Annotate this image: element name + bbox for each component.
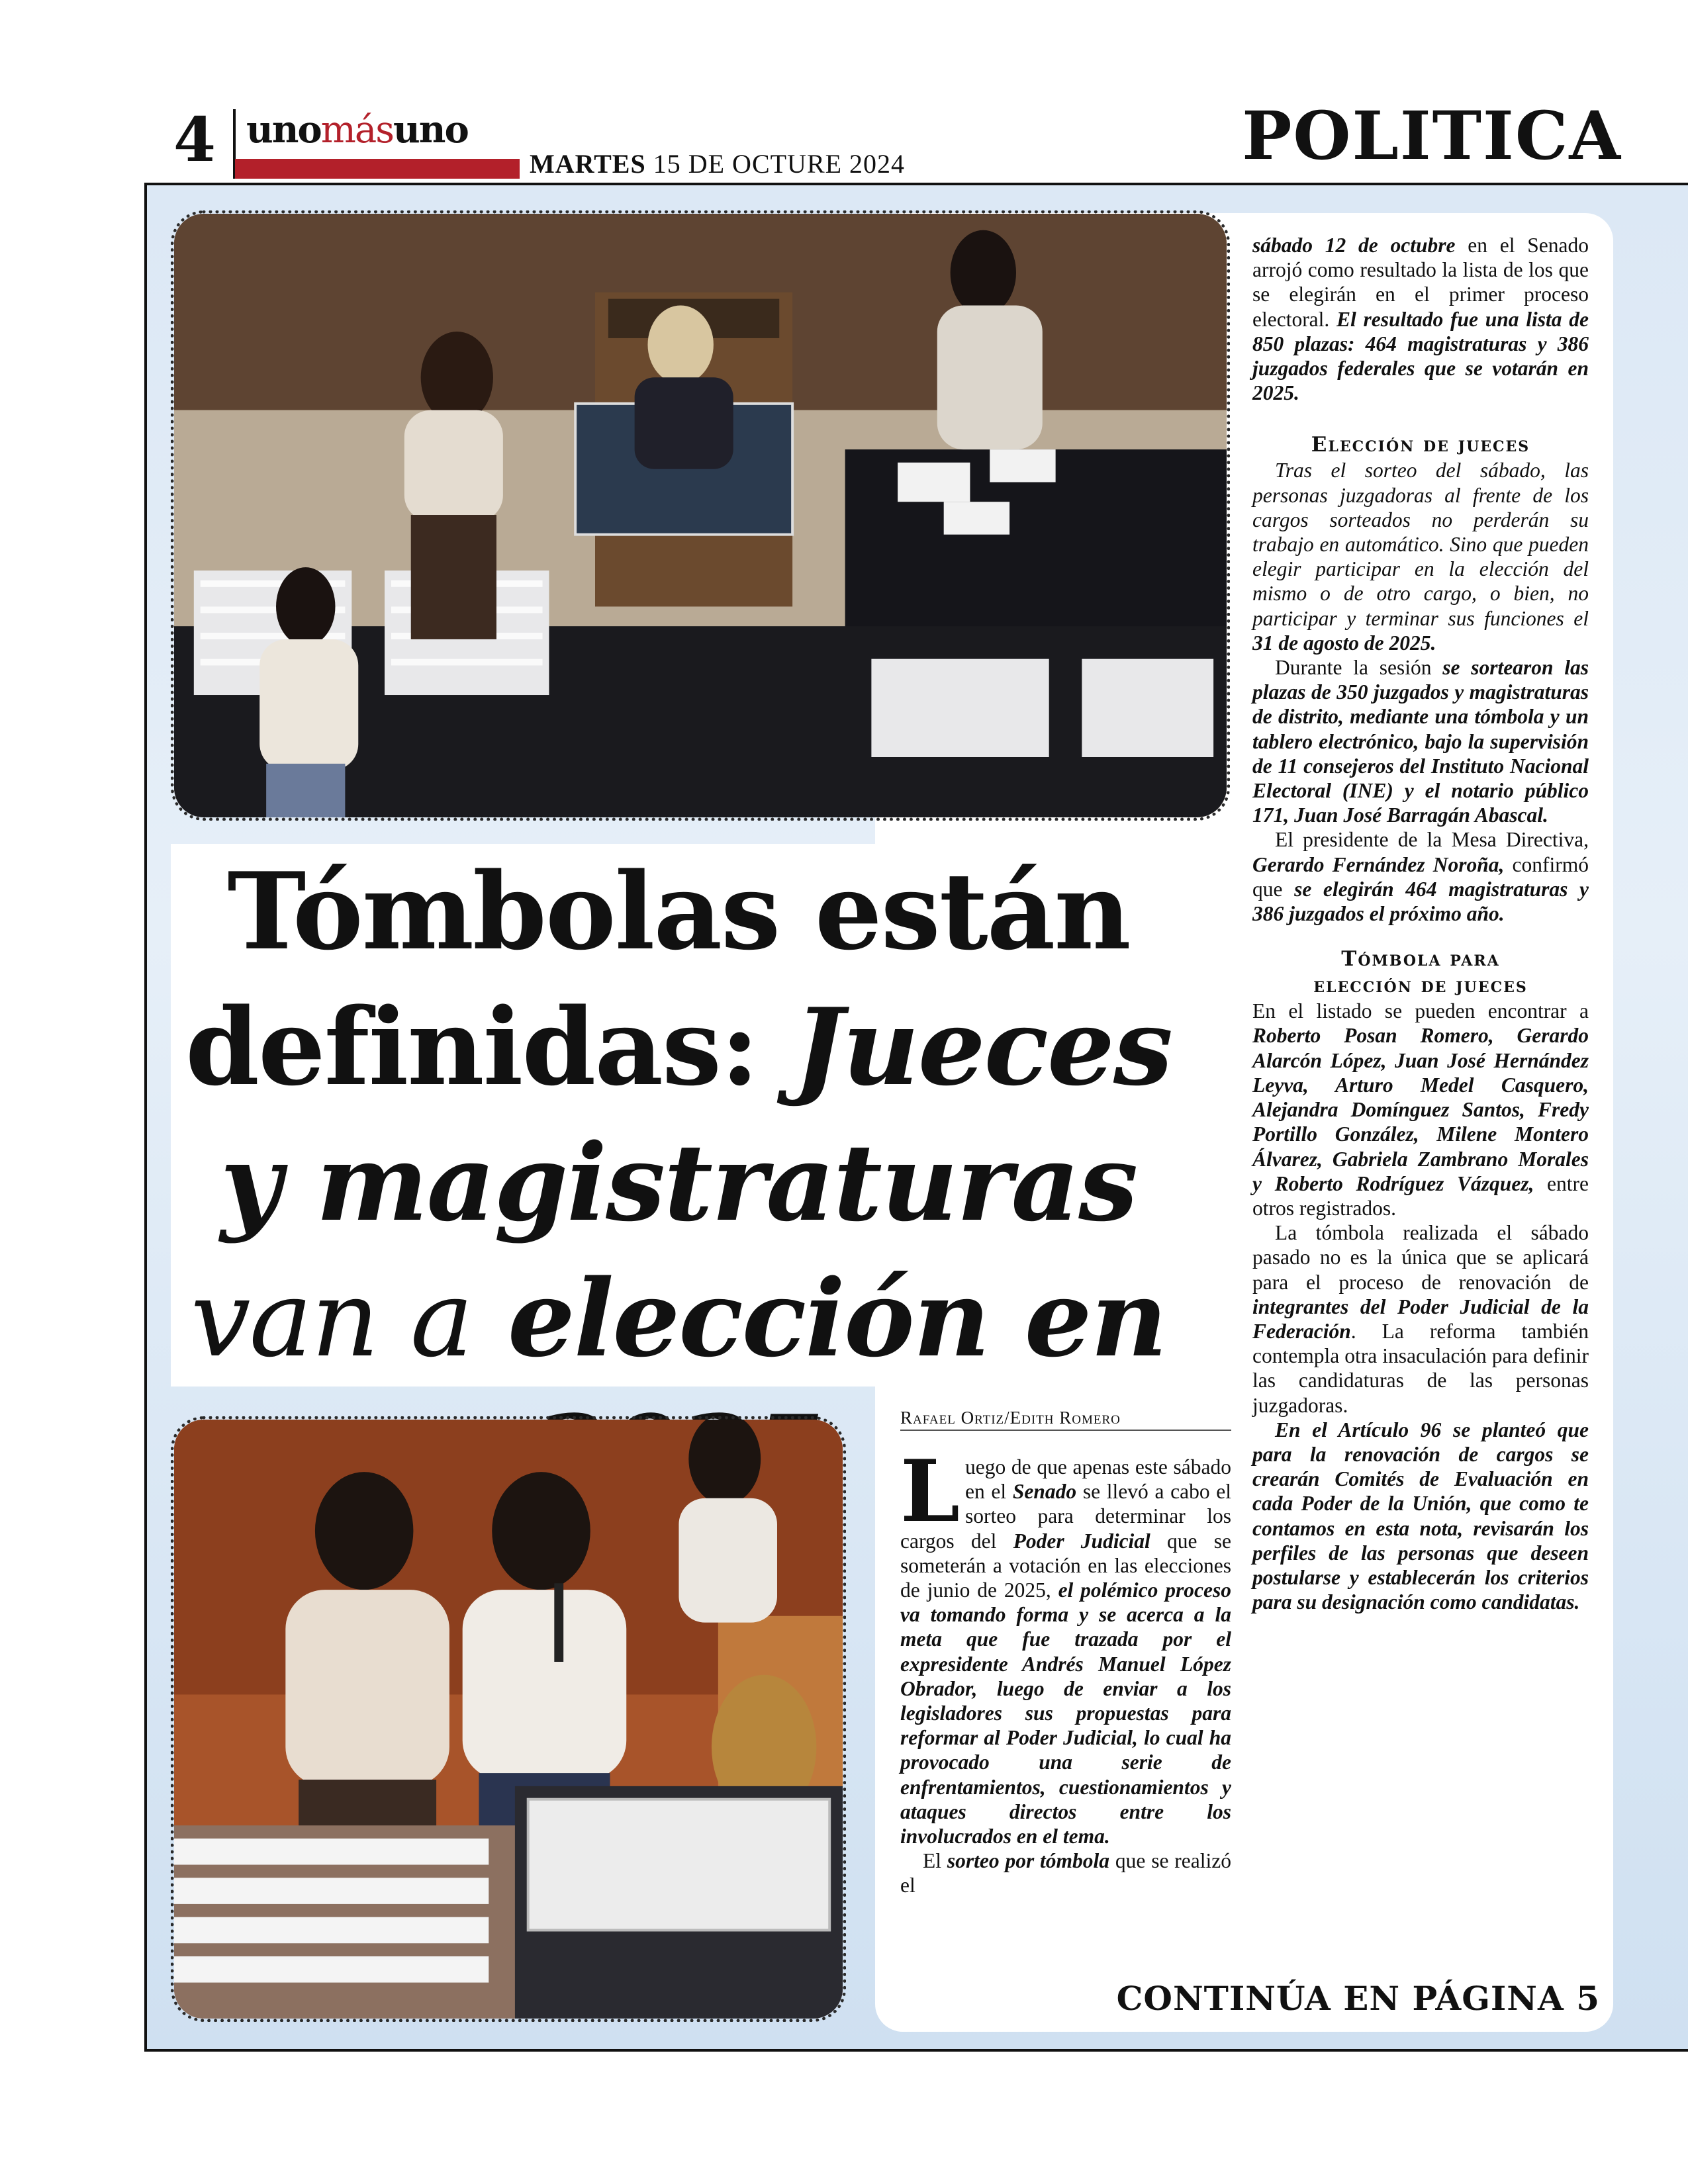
frame-left-rule: [144, 183, 147, 2052]
senate-drawing-photo: [171, 1416, 846, 2022]
article-paragraph: En el listado se pueden encontrar a Roberto Posan Romero, Gerardo Alarcón López, Juan José Hernández Leyva, Arturo Medel Casquero, Alejandra Domínguez Santos, Fredy Portillo González, Milene Montero Álvarez, Gabriela Zambrano Morales y Roberto Rodríguez Vázquez, entre otros registrados.: [1252, 999, 1589, 1220]
drop-cap: L: [900, 1442, 960, 1541]
byline-rule: [900, 1430, 1231, 1431]
subheading: Elección de jueces: [1311, 433, 1530, 457]
issue-date: MARTES 15 DE OCTURE 2024: [530, 149, 906, 179]
article-paragraph: sábado 12 de octubre en el Senado arrojó como resultado la lista de los que se elegirán en el primer proceso electoral. El resultado fue una lista de 850 plazas: 464 magistraturas y 386 juzgados federales que se votarán en 2025.: [1252, 234, 1589, 405]
newspaper-logo: unomásuno: [246, 108, 468, 152]
article-paragraph: El sorteo por tómbola que se realizó el: [900, 1849, 1231, 1897]
headline: Tómbolas están definidas: Jueces y magistraturas van a elección en: [185, 849, 1172, 1381]
article-paragraph: El presidente de la Mesa Directiva, Gerardo Fernández Noroña, confirmó que se elegirán 464 magistraturas y 386 juzgados el próximo año.: [1252, 828, 1589, 926]
subheading: Tómbola para: [1341, 947, 1500, 972]
article-paragraph: Durante la sesión se sortearon las plazas de 350 juzgados y magistraturas de distrito, mediante una tómbola y un tablero electrónico, bajo la supervisión de 11 consejeros del Instituto Nacional Electoral (INE) y el notario público 171, Juan José Barragán Abascal.: [1252, 656, 1589, 827]
byline: Rafael Ortiz/Edith Romero: [900, 1408, 1121, 1428]
frame-bottom-rule: [144, 2049, 1688, 2052]
subheading: elección de jueces: [1313, 974, 1528, 998]
logo-red-bar: [235, 159, 520, 179]
article-paragraph: Tras el sorteo del sábado, las personas juzgadoras al frente de los cargos sorteados no perderán su trabajo en automático. Sino que pueden elegir participar en la elección del mismo o de otro cargo, o bien, no participar y terminar sus funciones el 31 de agosto de 2025.: [1252, 459, 1589, 655]
continued-on-page: CONTINÚA EN PÁGINA 5: [1116, 1979, 1600, 2018]
header-rule: [144, 183, 1688, 185]
article-paragraph: En el Artículo 96 se planteó que para la renovación de cargos se crearán Comités de Evaluación en cada Poder de la Unión, que como te contamos en esta nota, revisarán los perfiles de las personas que deseen postularse y establecerán los criterios para su designación como candidatas.: [1252, 1418, 1589, 1614]
article-column-right: [1252, 233, 1589, 1614]
article-column-middle: [900, 1442, 1232, 1898]
section-title: POLITICA: [1242, 97, 1622, 175]
article-paragraph: Luego de que apenas este sábado en el Senado se llevó a cabo el sorteo para determinar los cargos del Poder Judicial que se someterán a votación en las elecciones de junio de 2025, el polémico proceso va tomando forma y se acerca a la meta que fue trazada por el expresidente Andrés Manuel López Obrador, luego de enviar a los legisladores sus propuestas para reformar al Poder Judicial, lo cual ha provocado una serie de enfrentamientos, cuestionamientos y ataques directos entre los involucrados en el tema.: [900, 1442, 1232, 1848]
senate-tombola-photo: [171, 210, 1230, 821]
article-paragraph: La tómbola realizada el sábado pasado no es la única que se aplicará para el proceso de renovación de integrantes del Poder Judicial de la Federación. La reforma también contempla otra insaculación para definir las candidaturas de las personas juzgadoras.: [1252, 1221, 1589, 1417]
page-number: 4: [173, 104, 216, 175]
